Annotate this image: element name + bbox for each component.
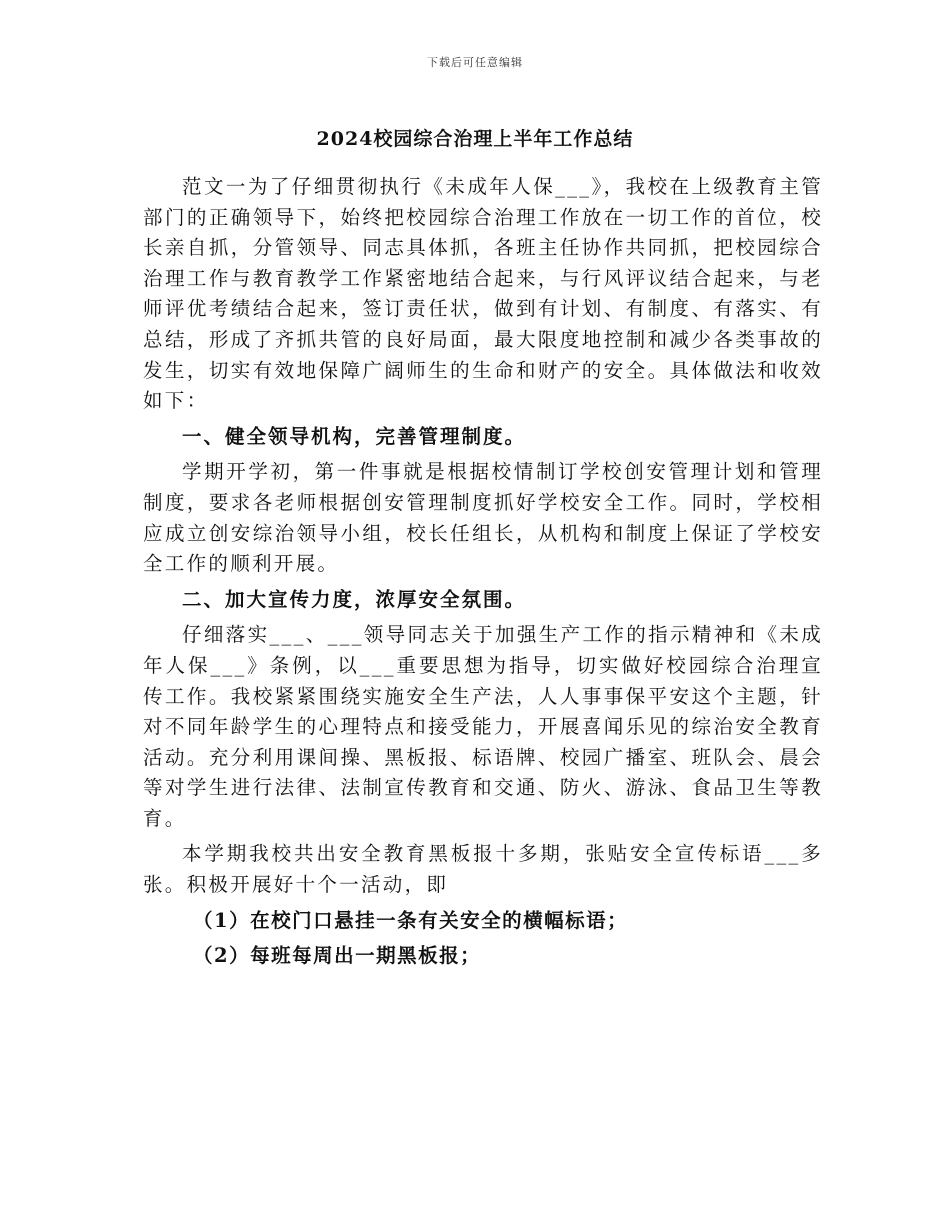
section-heading-2: 二、加大宣传力度，浓厚安全氛围。 — [182, 587, 527, 611]
paragraph-activities: 本学期我校共出安全教育黑板报十多期，张贴安全宣传标语___多张。积极开展好十个一活动，即 — [143, 842, 824, 897]
document-body — [143, 172, 823, 972]
list-item-2: （2）每班每周出一期黑板报； — [193, 944, 482, 968]
list-item-1: （1）在校门口悬挂一条有关安全的横幅标语； — [193, 908, 629, 932]
paragraph-leadership: 学期开学初，第一件事就是根据校情制订学校创安管理计划和管理制度，要求各老师根据创安管理制度抓好学校安全工作。同时，学校相应成立创安综治领导小组，校长任组长，从机构和制度上保证了学校安全工作的顺利开展。 — [143, 460, 823, 576]
header-note: 下载后可任意编辑 — [427, 56, 523, 69]
paragraph-publicity: 仔细落实___、___领导同志关于加强生产工作的指示精神和《未成年人保___》条例，以___重要思想为指导，切实做好校园综合治理宣传工作。我校紧紧围绕实施安全生产法，人人事事保平安这个主题，针对不同年龄学生的心理特点和接受能力，开展喜闻乐见的综治安全教育活动。充分利用课间操、黑板报、标语牌、校园广播室、班队会、晨会等对学生进行法律、法制宣传教育和交通、防火、游泳、食品卫生等教育。 — [143, 623, 823, 830]
document-title: 2024校园综合治理上半年工作总结 — [316, 128, 634, 150]
section-heading-1: 一、健全领导机构，完善管理制度。 — [182, 424, 527, 448]
paragraph-intro: 范文一为了仔细贯彻执行《未成年人保___》，我校在上级教育主管部门的正确领导下，始终把校园综合治理工作放在一切工作的首位，校长亲自抓，分管领导、同志具体抓，各班主任协作共同抓，把校园综合治理工作与教育教学工作紧密地结合起来，与行风评议结合起来，与老师评优考绩结合起来，签订责任状，做到有计划、有制度、有落实、有总结，形成了齐抓共管的良好局面，最大限度地控制和减少各类事故的发生，切实有效地保障广阔师生的生命和财产的安全。具体做法和收效如下： — [143, 175, 823, 413]
